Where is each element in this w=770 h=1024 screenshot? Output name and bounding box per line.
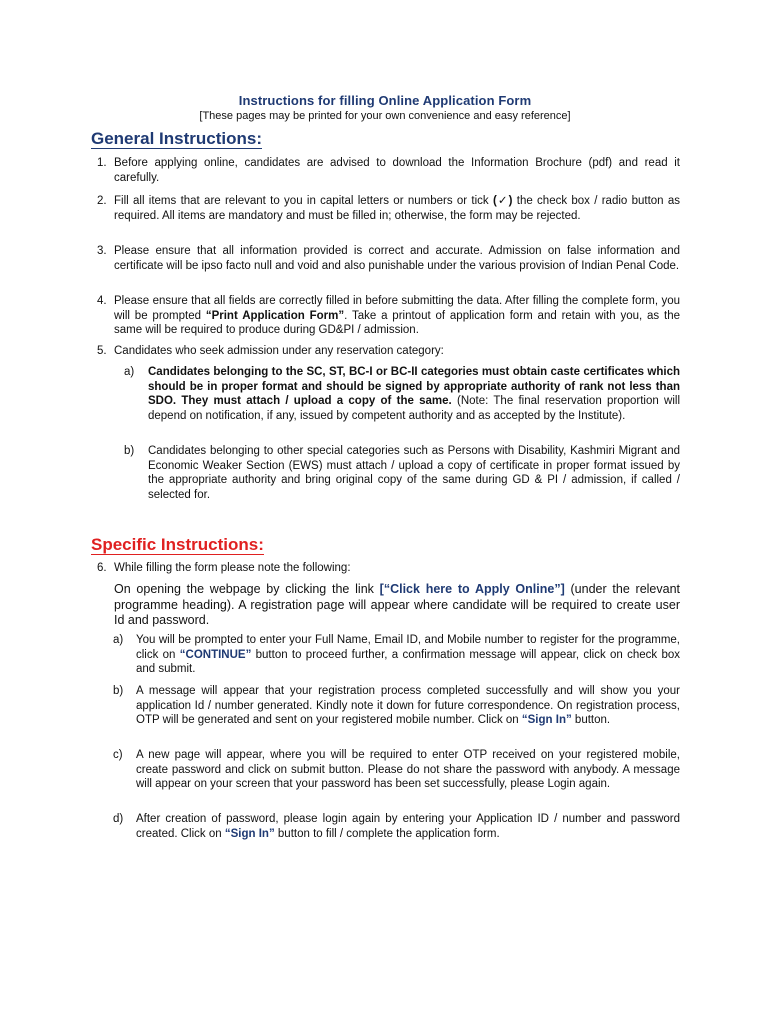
- step-text: A message will appear that your registration process completed successfully and will show you your application Id / number generated. Kindly note it down for future correspondence. On registration process, OTP will be generated and sent on your registered mobile number. Click on: [136, 685, 680, 726]
- item-number: 2.: [97, 195, 107, 207]
- step-b: [113, 684, 680, 728]
- item-number: b): [124, 445, 135, 457]
- item-number: 3.: [97, 245, 107, 257]
- sign-in-label: “Sign In”: [521, 714, 572, 726]
- item-text: Candidates who seek admission under any reservation category:: [114, 345, 444, 357]
- step-text: You will be prompted to enter your Full Name, Email ID, and Mobile number to register for the programme, click on: [136, 634, 680, 661]
- specific-instructions-heading: Specific Instructions:: [91, 535, 264, 554]
- item-text-part: Please ensure that all fields are correctly filled in before submitting the data. After filling the complete form, you will be prompted: [114, 295, 680, 322]
- general-item-2: [97, 194, 680, 223]
- reservation-sub-item-b: [124, 444, 680, 502]
- item-number: b): [113, 685, 124, 697]
- general-item-4: [97, 294, 680, 338]
- step-text: button to proceed further, a confirmation message will appear, click on check box and submit.: [136, 648, 680, 675]
- item-text-part: (Note: The final reservation proportion will depend on notification, if any, issued by competent authority and as accepted by the Institute).: [148, 395, 680, 422]
- item-text: Before applying online, candidates are advised to download the Information Brochure (pdf) and read it carefully.: [114, 157, 680, 184]
- item-number: a): [124, 366, 135, 378]
- item-number: 4.: [97, 295, 107, 307]
- item-text: Candidates belonging to other special categories such as Persons with Disability, Kashmiri Migrant and Economic Weaker Section (EWS) must attach / upload a copy of certificate in proper format issued by the appropriate authority and bring original copy of the same during GD & PI / admission, if called / selected for.: [148, 445, 680, 501]
- document-title: Instructions for filling Online Application Form: [238, 93, 532, 108]
- general-item-1: [97, 156, 680, 185]
- specific-item-6: [97, 561, 680, 576]
- caste-certificate-requirement: Candidates belonging to the SC, ST, BC-I or BC-II categories must obtain caste certificates which should be in proper format and should be signed by appropriate authority of rank not less than SDO. They must attach / upload a copy of the same.: [148, 366, 680, 407]
- general-item-5: [97, 344, 680, 359]
- item-number: d): [113, 813, 124, 825]
- tick-mark: (✓): [492, 195, 513, 207]
- item-text-part: the check box / radio button as required. All items are mandatory and must be filled in; otherwise, the form may be rejected.: [114, 195, 681, 222]
- item-text-part: Fill all items that are relevant to you in capital letters or numbers or tick: [114, 195, 493, 207]
- reservation-sub-item-a: [124, 365, 680, 423]
- item-text: While filling the form please note the following:: [114, 562, 351, 574]
- continue-button-label: “CONTINUE”: [179, 648, 252, 661]
- item-number: c): [113, 749, 123, 761]
- item-text-part: . Take a printout of application form and retain with you, as the same will be required to produce during GD&PI / admission.: [114, 309, 680, 336]
- item-number: 6.: [97, 562, 107, 574]
- intro-text: (under the relevant programme heading). A registration page will appear where candidate will be required to create user Id and password.: [114, 582, 680, 627]
- general-instructions-heading: General Instructions:: [91, 129, 262, 148]
- step-text: button.: [571, 714, 611, 726]
- step-text: button to fill / complete the application form.: [274, 827, 500, 840]
- step-c: [113, 748, 680, 792]
- intro-text: On opening the webpage by clicking the link: [114, 582, 380, 596]
- item-number: a): [113, 634, 124, 646]
- item-text: Please ensure that all information provided is correct and accurate. Admission on false information and certificate will be ipso facto null and void and also punishable under the various provision of Indian Penal Code.: [114, 245, 680, 272]
- sign-in-label: “Sign In”: [224, 827, 275, 840]
- document-subtitle: [These pages may be printed for your own convenience and easy reference]: [199, 110, 571, 122]
- item-number: 1.: [97, 157, 107, 169]
- step-d: [113, 812, 680, 841]
- step-a: [113, 633, 680, 677]
- apply-online-intro: [114, 582, 680, 629]
- print-form-label: “Print Application Form”: [205, 309, 345, 322]
- item-number: 5.: [97, 345, 107, 357]
- step-text: A new page will appear, where you will be required to enter OTP received on your registered mobile, create password and click on submit button. Please do not share the password with anybody. A message will appear on your screen that your password has been set successfully, please Login again.: [136, 749, 680, 790]
- general-item-3: [97, 244, 680, 273]
- apply-online-link[interactable]: [“Click here to Apply Online”]: [379, 582, 565, 596]
- step-text: After creation of password, please login again by entering your Application ID / number and password created. Click on: [136, 813, 680, 840]
